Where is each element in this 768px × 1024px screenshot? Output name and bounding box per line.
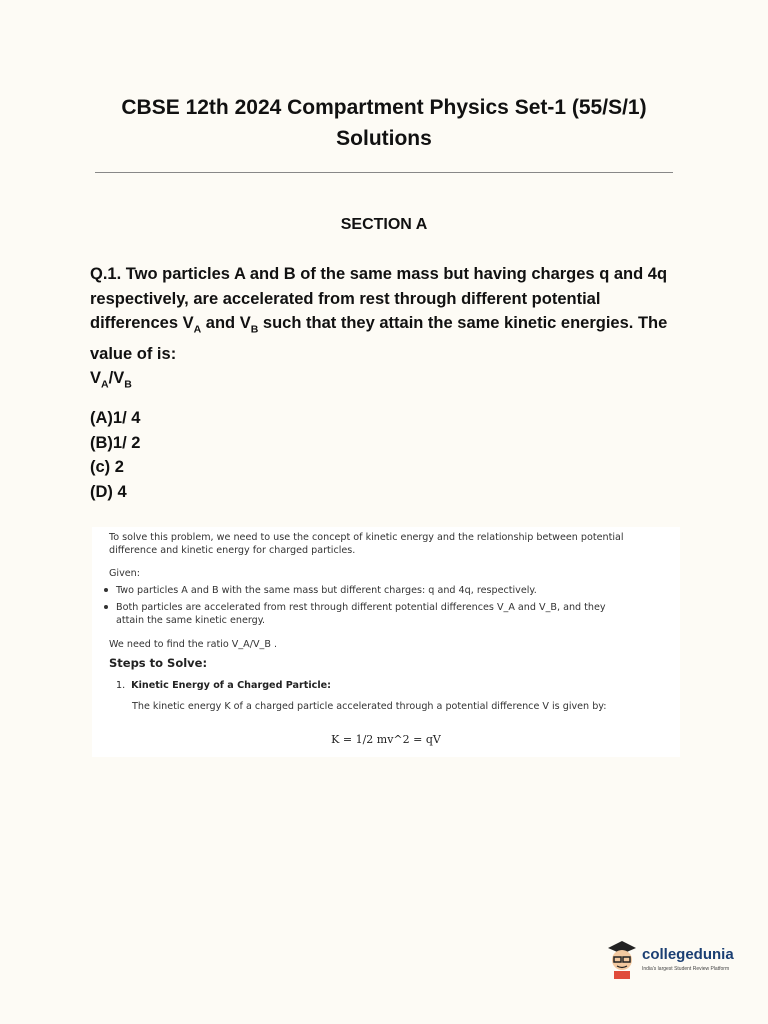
bullet-2: Both particles are accelerated from rest through different potential differences V_A and V_B, and they attain the same kinetic energy.: [116, 601, 616, 627]
kinetic-energy-equation: K = 1/2 mv^2 = qV: [331, 733, 441, 746]
section-heading: SECTION A: [340, 216, 428, 233]
title-divider: [95, 172, 673, 173]
given-label: Given:: [109, 568, 140, 579]
step-1-text: The kinetic energy K of a charged particle accelerated through a potential difference V is given by:: [132, 701, 607, 712]
document-title: [60, 92, 708, 154]
ratio-label: $V_A/V_B$: [90, 369, 132, 391]
logo-brand: collegedunia: [642, 946, 734, 963]
bullet-1: Two particles A and B with the same mass but different charges: q and 4q, respectively.: [116, 584, 656, 597]
step-1-title: 1. Kinetic Energy of a Charged Particle:: [116, 680, 331, 691]
option-b: (B)1/ 2: [90, 433, 141, 452]
option-d: (D) 4: [90, 482, 127, 501]
solution-image: [92, 527, 680, 757]
answer-options: [90, 406, 140, 504]
question-text: Q.1. Two particles A and B of the same mass but having charges q and 4q respectively, are accelerated from rest through different potential differences $V_A$ and $V_B$ such that they attain the same kinetic energies. The value of is: $V_A/V_B$: [90, 265, 668, 391]
steps-heading: Steps to Solve:: [109, 656, 208, 670]
title-line-1: CBSE 12th 2024 Compartment Physics Set-1 (55/S/1): [121, 96, 647, 119]
option-a: (A)1/ 4: [90, 409, 141, 427]
find-ratio-text: We need to find the ratio V_A/V_B .: [109, 639, 278, 650]
option-c: (c) 2: [90, 458, 124, 476]
title-line-2: Solutions: [336, 127, 432, 150]
logo-tagline: India's largest Student Review Platform: [642, 966, 730, 972]
solution-intro: To solve this problem, we need to use the concept of kinetic energy and the relationship between potential difference and kinetic energy for charged particles.: [109, 532, 624, 556]
mascot-icon: [604, 938, 640, 980]
collegedunia-logo: [604, 938, 734, 982]
